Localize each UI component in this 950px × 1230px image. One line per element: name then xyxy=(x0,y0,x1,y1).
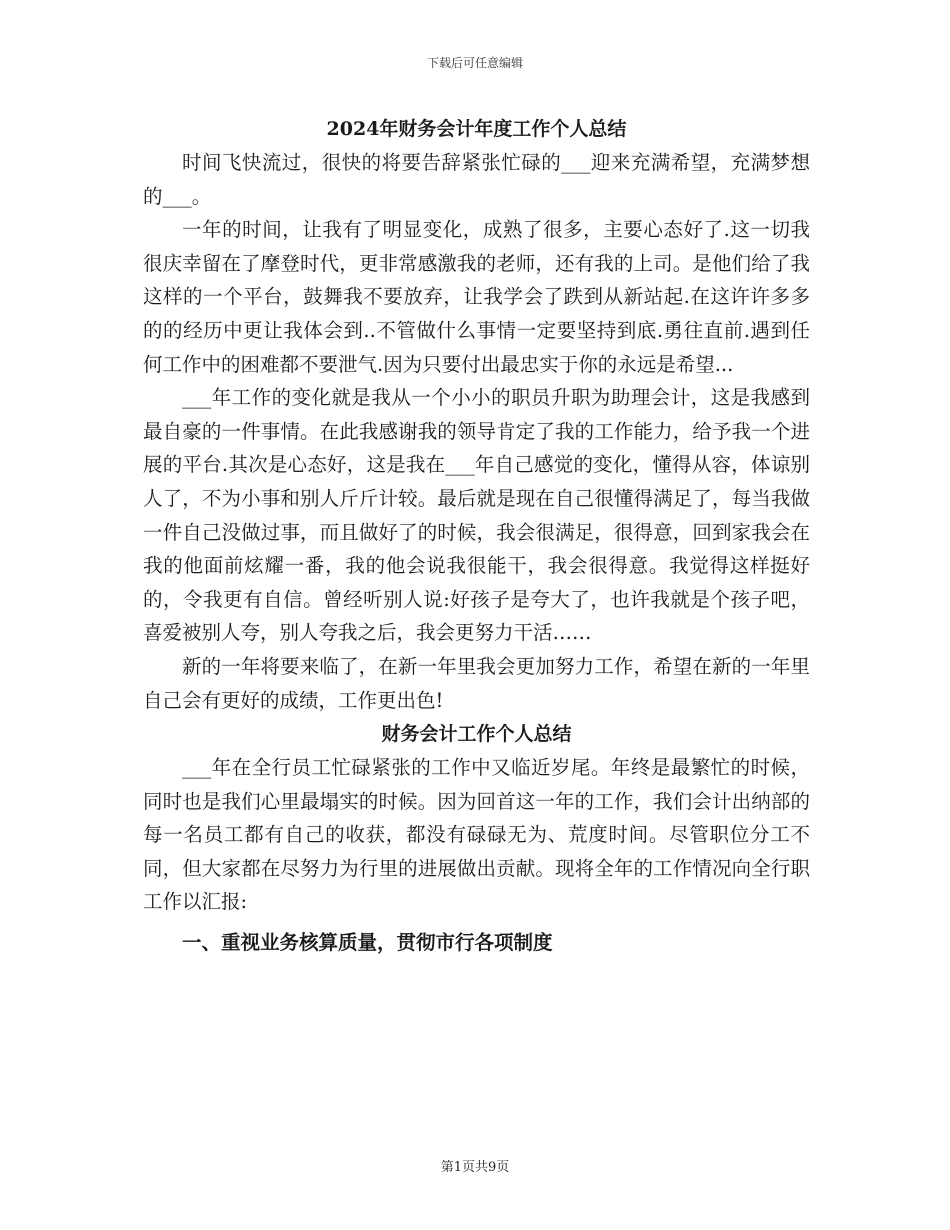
section-title: 财务会计工作个人总结 xyxy=(381,723,572,746)
paragraph: ___年在全行员工忙碌紧张的工作中又临近岁尾。年终是最繁忙的时候，同时也是我们心里最塌实的时候。因为回首这一年的工作，我们会计出纳部的每一名员工都有自己的收获，都没有碌碌无为、荒度时间。尽管职位分工不同，但大家都在尽努力为行里的进展做出贡献。现将全年的工作情况向全行职工作以汇报: xyxy=(143,756,810,914)
document-title: 2024年财务会计年度工作个人总结 xyxy=(326,118,627,140)
paragraph: 时间飞快流过，很快的将要告辞紧张忙碌的___迎来充满希望，充满梦想的___。 xyxy=(143,151,810,208)
paragraph: ___年工作的变化就是我从一个小小的职员升职为助理会计，这是我感到最自豪的一件事情。在此我感谢我的领导肯定了我的工作能力，给予我一个进展的平台.其次是心态好，这是我在___年自己感觉的变化，懂得从容，体谅别人了，不为小事和别人斤斤计较。最后就是现在自己很懂得满足了，每当我做一件自己没做过事，而且做好了的时候，我会很满足，很得意，回到家我会在我的他面前炫耀一番，我的他会说我很能干，我会很得意。我觉得这样挺好的，令我更有自信。曾经听别人说:好孩子是夸大了，也许我就是个孩子吧，喜爱被别人夸，别人夸我之后，我会更努力干活…… xyxy=(143,386,810,645)
document-body xyxy=(143,112,810,963)
page-header-note: 下载后可任意编辑 xyxy=(426,56,523,70)
page-number: 第1页共9页 xyxy=(440,1160,510,1175)
paragraph: 新的一年将要来临了，在新一年里我会更加努力工作，希望在新的一年里自己会有更好的成绩，工作更出色! xyxy=(143,654,810,712)
paragraph: 一年的时间，让我有了明显变化，成熟了很多，主要心态好了.这一切我很庆幸留在了摩登时代，更非常感激我的老师，还有我的上司。是他们给了我这样的一个平台，鼓舞我不要放弃，让我学会了跌到从新站起.在这许许多多的的经历中更让我体会到..不管做什么事情一定要坚持到底.勇往直前.遇到任何工作中的困难都不要泄气.因为只要付出最忠实于你的永远是希望... xyxy=(143,218,810,376)
section-heading: 一、重视业务核算质量，贯彻市行各项制度 xyxy=(182,931,553,955)
